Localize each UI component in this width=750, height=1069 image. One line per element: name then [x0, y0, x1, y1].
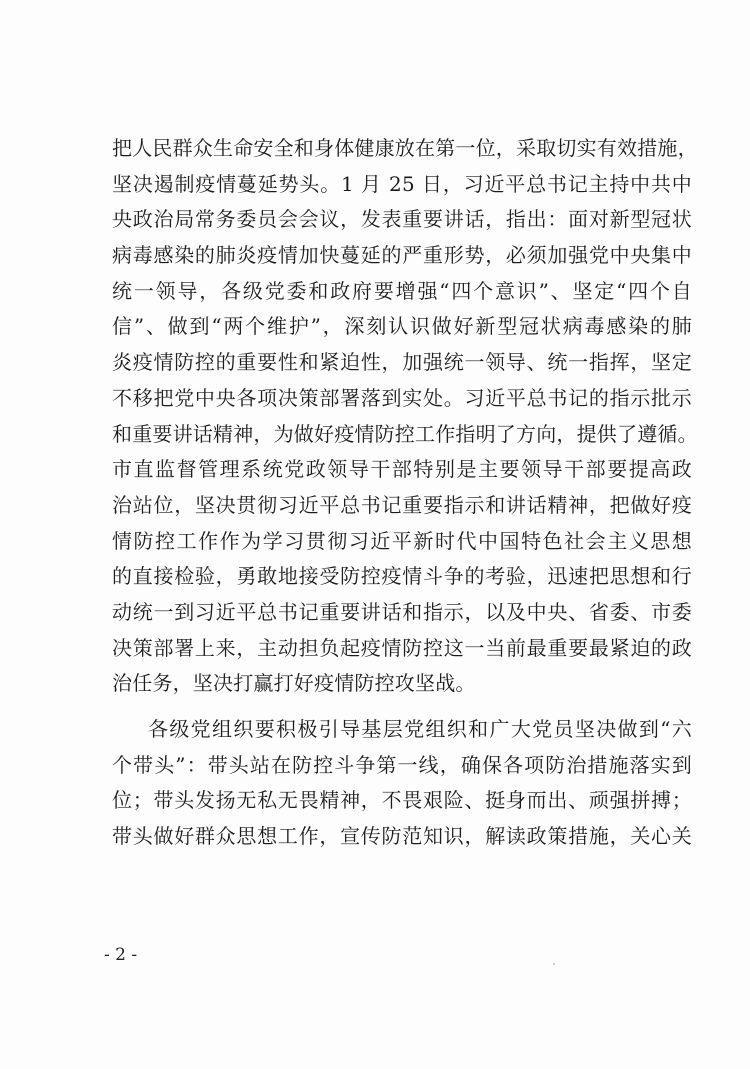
paragraph-1-line-12: 情防控工作作为学习贯彻习近平新时代中国特色社会主义思想: [112, 528, 692, 553]
paragraph-1-line-2: 坚决遏制疫情蔓延势头。1 月 25 日，习近平总书记主持中共中: [112, 171, 692, 196]
paragraph-1-line-15: 决策部署上来，主动担负起疫情防控这一当前最重要最紧迫的政: [112, 635, 692, 660]
paragraph-2-line-3: 位；带头发扬无私无畏精神，不畏艰险、挺身而出、顽强拼搏；: [112, 788, 692, 813]
paragraph-1-line-1: 把人民群众生命安全和身体健康放在第一位，采取切实有效措施，: [112, 136, 698, 160]
paragraph-1-line-4: 病毒感染的肺炎疫情加快蔓延的严重形势，必须加强党中央集中: [112, 243, 692, 268]
paragraph-2-line-4: 带头做好群众思想工作，宣传防范知识，解读政策措施，关心关: [112, 824, 692, 849]
paragraph-1-line-14: 动统一到习近平总书记重要讲话和指示，以及中央、省委、市委: [112, 599, 692, 624]
paragraph-1-line-8: 不移把党中央各项决策部署落到实处。习近平总书记的指示批示: [112, 385, 692, 410]
body-text: [112, 131, 698, 855]
paragraph-1-line-13: 的直接检验，勇敢地接受防控疫情斗争的考验，迅速把思想和行: [112, 564, 692, 589]
paragraph-1-line-10: 市直监督管理系统党政领导干部特别是主要领导干部要提高政: [112, 457, 692, 482]
paragraph-2-line-1: 各级党组织要积极引导基层党组织和广大党员坚决做到“六: [148, 717, 692, 741]
paragraph-spacer: [112, 702, 692, 712]
paragraph-1-line-11: 治站位，坚决贯彻习近平总书记重要指示和讲话精神，把做好疫: [112, 492, 692, 517]
paragraph-1-line-3: 央政治局常务委员会会议，发表重要讲话，指出：面对新型冠状: [112, 207, 692, 232]
paragraph-2-line-2: 个带头”：带头站在防控斗争第一线，确保各项防治措施落实到: [112, 752, 692, 777]
scan-speck: [553, 963, 555, 965]
paragraph-1-line-16: 治任务，坚决打赢打好疫情防控攻坚战。: [112, 671, 476, 696]
page-number: - 2 -: [104, 945, 138, 965]
paragraph-1-line-7: 炎疫情防控的重要性和紧迫性，加强统一领导、统一指挥，坚定: [112, 350, 692, 375]
paragraph-1-line-5: 统一领导，各级党委和政府要增强“四个意识”、坚定“四个自: [112, 278, 692, 303]
paragraph-1-line-9: 和重要讲话精神，为做好疫情防控工作指明了方向，提供了遵循。: [112, 421, 698, 446]
paragraph-1-line-6: 信”、做到“两个维护”，深刻认识做好新型冠状病毒感染的肺: [112, 314, 692, 339]
